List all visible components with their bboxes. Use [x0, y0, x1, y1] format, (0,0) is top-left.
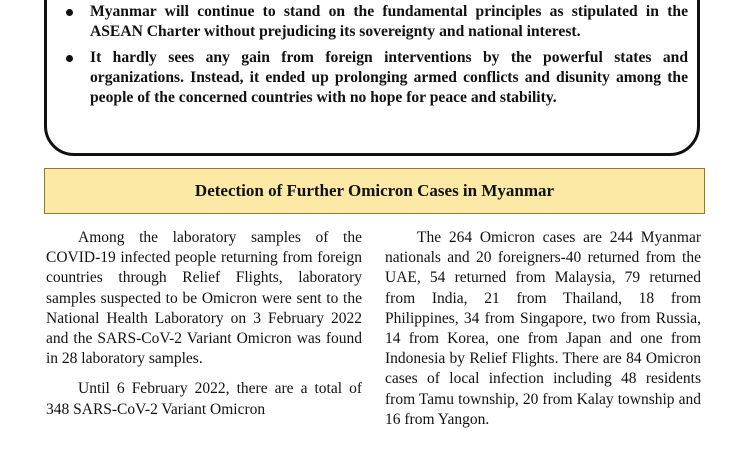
article-paragraph: The 264 Omicron cases are 244 Myanmar nationals and 20 foreigners-40 returned from the UAE, 54 returned from Malaysia, 79 returned from India, 21 from Thailand, 18 from Philippines, 34 from Singapore, two from Russia, 14 from Korea, one from Japan and one from Indonesia by Relief Flights. There are 84 Omicron cases of local infection including 48 residents from Tamu township, 20 from Kalay township and 16 from Yangon. — [385, 229, 701, 428]
bullet-icon — [66, 55, 73, 62]
callout-bullet-list — [58, 2, 688, 114]
callout-bullet — [58, 48, 688, 108]
article-paragraph: Among the laboratory samples of the COVID-19 infected people returning from foreign countries through Relief Flights, laboratory samples suspected to be Omicron were sent to the National Health Laboratory on 3 February 2022 and the SARS-CoV-2 Variant Omicron was found in 28 laboratory samples. — [46, 229, 362, 368]
article-column-left — [46, 228, 362, 430]
callout-bullet-text: Myanmar will continue to stand on the fundamental principles as stipulated in the ASEAN Charter without prejudicing its sovereignty and national interest. — [90, 3, 688, 40]
article-title: Detection of Further Omicron Cases in Myanmar — [194, 181, 555, 200]
article-paragraph: Until 6 February 2022, there are a total of 348 SARS-CoV-2 Variant Omicron — [46, 380, 362, 418]
callout-bullet — [58, 2, 688, 42]
callout-bullet-text: It hardly sees any gain from foreign interventions by the powerful states and organizations. Instead, it ended up prolonging armed conflicts and disunity among the people of the concerned countries with no hope for peace and stability. — [90, 49, 688, 106]
article-column-right — [385, 228, 701, 440]
article-title-banner — [44, 168, 705, 214]
bullet-icon — [66, 9, 73, 16]
